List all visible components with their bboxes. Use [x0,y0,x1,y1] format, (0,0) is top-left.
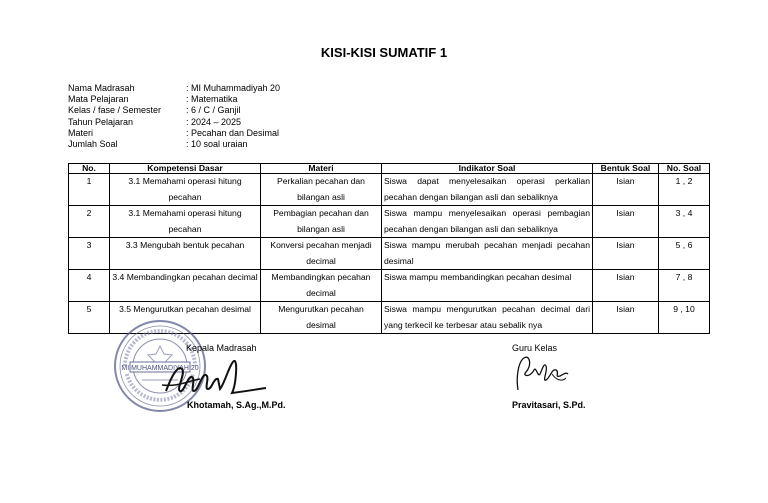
cell-no: 4 [69,270,110,302]
info-label: Materi [68,127,94,138]
table-row [69,238,710,270]
header-no: No. [69,164,110,174]
cell-materi: Membandingkan pecahan decimal [261,270,382,302]
table-row [69,206,710,238]
info-row [68,83,280,94]
info-row [68,139,280,150]
cell-nosoal: 9 , 10 [659,302,710,334]
cell-materi: Pembagian pecahan dan bilangan asli [261,206,382,238]
table-row [69,270,710,302]
info-label: Tahun Pelajaran [68,116,134,127]
cell-indikator: Siswa mampu membandingkan pecahan desimal [382,270,593,302]
cell-kd: 3.1 Memahami operasi hitung pecahan [110,174,261,206]
cell-kd: 3.1 Memahami operasi hitung pecahan [110,206,261,238]
cell-no: 3 [69,238,110,270]
stamp-label: MI MUHAMMADIYAH 20 [121,365,199,372]
info-row [68,128,280,139]
table-header-row [69,164,710,174]
cell-bentuk: Isian [593,270,659,302]
info-block [68,83,280,150]
cell-bentuk: Isian [593,206,659,238]
header-bentuk: Bentuk Soal [593,164,659,174]
teacher-signature-icon [512,352,572,394]
header-kompetensi: Kompetensi Dasar [110,164,261,174]
info-row [68,105,280,116]
info-label: Kelas / fase / Semester [68,105,162,116]
cell-bentuk: Isian [593,174,659,206]
header-nosoal: No. Soal [659,164,710,174]
cell-nosoal: 7 , 8 [659,270,710,302]
info-row [68,117,280,128]
cell-nosoal: 1 , 2 [659,174,710,206]
document-title: KISI-KISI SUMATIF 1 [320,45,448,60]
principal-name: Khotamah, S.Ag.,M.Pd. [187,400,286,410]
cell-nosoal: 5 , 6 [659,238,710,270]
cell-indikator: Siswa mampu mengurutkan pecahan decimal dari yang terkecil ke terbesar atau sebalik nya [382,302,593,334]
info-label: Nama Madrasah [68,83,135,93]
info-value: : 2024 – 2025 [186,116,242,127]
cell-kd: 3.3 Mengubah bentuk pecahan [110,238,261,270]
principal-signature-icon [158,355,268,400]
kisi-table [68,163,710,334]
info-value: : 10 soal uraian [186,139,248,150]
cell-kd: 3.4 Membandingkan pecahan decimal [110,270,261,302]
principal-role: Kepala Madrasah [186,343,257,353]
teacher-name: Pravitasari, S.Pd. [512,400,586,410]
cell-indikator: Siswa dapat menyelesaikan operasi perkalian pecahan dengan bilangan asli dan sebaliknya [382,174,593,206]
header-indikator: Indikator Soal [382,164,593,174]
cell-no: 5 [69,302,110,334]
cell-no: 1 [69,174,110,206]
info-value: : 6 / C / Ganjil [186,105,241,116]
info-value: : Matematika [186,94,238,105]
cell-no: 2 [69,206,110,238]
cell-kd: 3.5 Mengurutkan pecahan desimal [110,302,261,334]
info-label: Jumlah Soal [68,139,118,150]
cell-materi: Konversi pecahan menjadi decimal [261,238,382,270]
table-row [69,174,710,206]
teacher-role: Guru Kelas [512,343,558,353]
cell-bentuk: Isian [593,302,659,334]
cell-materi: Perkalian pecahan dan bilangan asli [261,174,382,206]
cell-bentuk: Isian [593,238,659,270]
cell-materi: Mengurutkan pecahan desimal [261,302,382,334]
header-materi: Materi [261,164,382,174]
cell-indikator: Siswa mampu menyelesaikan operasi pembagian pecahan dengan bilangan asli dan sebaliknya [382,206,593,238]
cell-nosoal: 3 , 4 [659,206,710,238]
info-label: Mata Pelajaran [68,94,129,105]
info-value: : Pecahan dan Desimal [186,127,280,138]
info-row [68,94,280,105]
cell-indikator: Siswa mampu merubah pecahan menjadi pecahan desimal [382,238,593,270]
info-value: : MI Muhammadiyah 20 [186,83,281,93]
